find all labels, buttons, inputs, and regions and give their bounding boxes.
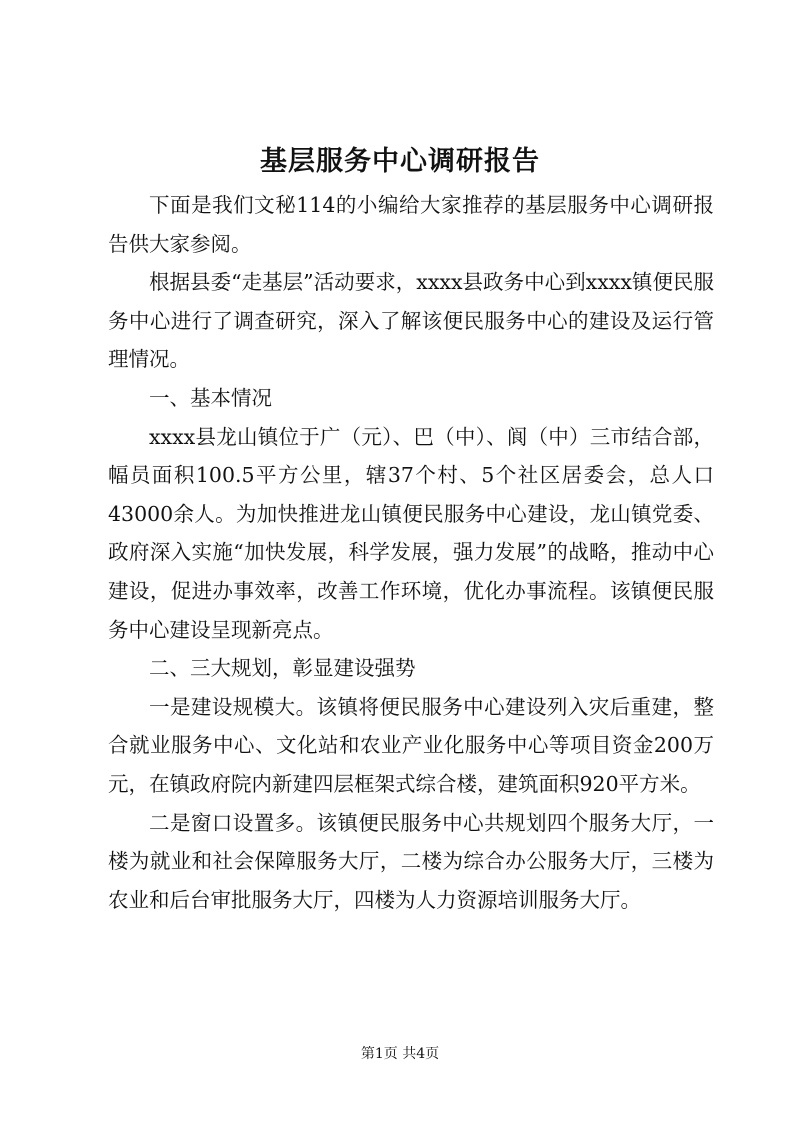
document-title: 基层服务中心调研报告 (260, 146, 540, 177)
section-heading-planning: 二、三大规划，彰显建设强势 (149, 656, 416, 681)
paragraph-windows: 二是窗口设置多。该镇便民服务中心共规划四个服务大厅，一楼为就业和社会保障服务大厅，二楼为综合办公服务大厅，三楼为农业和后台审批服务大厅，四楼为人力资源培训服务大厅。 (108, 810, 714, 912)
page-footer: 第1页 共4页 (360, 1046, 440, 1062)
document-body (108, 186, 714, 919)
section-heading-basic: 一、基本情况 (149, 385, 272, 410)
paragraph-background: 根据县委“走基层”活动要求，xxxx县政务中心到xxxx镇便民服务中心进行了调查研究，深入了解该便民服务中心的建设及运行管理情况。 (108, 270, 714, 372)
paragraph-basic-situation: xxxx县龙山镇位于广（元）、巴（中）、阆（中）三市结合部，幅员面积100.5平方公里，辖37个村、5个社区居委会，总人口43000余人。为加快推进龙山镇便民服务中心建设，龙山镇党委、政府深入实施“加快发展，科学发展，强力发展”的战略，推动中心建设，促进办事效率，改善工作环境，优化办事流程。该镇便民服务中心建设呈现新亮点。 (108, 424, 714, 642)
paragraph-scale: 一是建设规模大。该镇将便民服务中心建设列入灾后重建，整合就业服务中心、文化站和农业产业化服务中心等项目资金200万元，在镇政府院内新建四层框架式综合楼，建筑面积920平方米。 (108, 694, 714, 796)
paragraph-intro: 下面是我们文秘114的小编给大家推荐的基层服务中心调研报告供大家参阅。 (108, 193, 714, 256)
